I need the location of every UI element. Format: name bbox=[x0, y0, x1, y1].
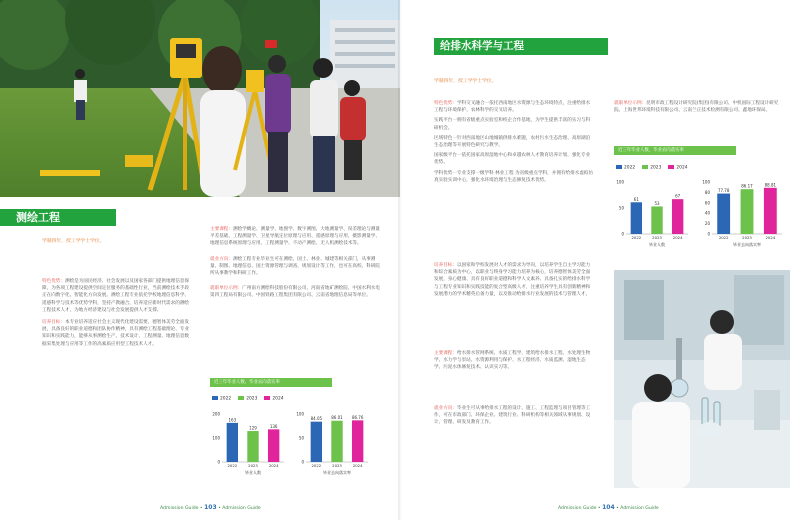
right-course-text: 给水排水管网系统、水质工程学、建筑给水排水工程、水处理生物学、水力学与泵站、水资源利用与保护、水工程经济、水质监测、湿地生态学、污泥水体修复技术、认识实习等。 bbox=[434, 351, 591, 371]
data-label: 88.81 bbox=[764, 182, 777, 188]
bar bbox=[331, 421, 342, 462]
left-employer-label: 就职单位示例： bbox=[210, 286, 243, 292]
y-tick-label: 100 bbox=[702, 179, 710, 185]
data-label: 53 bbox=[654, 200, 660, 206]
x-tick-label: 2024 bbox=[352, 463, 363, 468]
bar bbox=[352, 420, 363, 462]
x-tick-label: 2024 bbox=[672, 235, 683, 240]
y-tick-label: 50 bbox=[618, 205, 624, 211]
left-feature-text: 测绘是为国民经济、社会发展以及国家各部门提供地理信息保障，为各项工程建设提供空间定位服务的基础性行业，当前测绘技术手段正在向数字化、智能化方向发展。测绘工程专业依托学校地理信息科学、遥感科学与技术等优势学科，坚持产教融合，培养适应新时代需求的测绘工程技术人才，为地方经济建设与社会发展提供人才支撑。 bbox=[42, 279, 190, 313]
page-gutter bbox=[398, 0, 402, 520]
data-label: 67 bbox=[675, 193, 681, 199]
left-goal-label: 培养目标： bbox=[42, 320, 65, 326]
legend-item-2022: 2022 bbox=[212, 396, 231, 402]
data-label: 86.17 bbox=[741, 183, 753, 189]
x-tick-label: 2022 bbox=[311, 463, 322, 468]
data-label: 86.01 bbox=[331, 415, 343, 421]
lab-photo bbox=[614, 270, 790, 488]
right-feature-p4: 国家级平台一依托国家高原湿地中心和卓越农林人才教育培养计划，强化专业优势。 bbox=[434, 153, 591, 166]
data-label: 129 bbox=[249, 425, 257, 431]
right-employer-text: 昆明市政工程设计研究院(集团)有限公司、中机国际工程设计研究院、上海世邦环境科技有限公司、云南兰正技术检测有限公司、鑫地环保局。 bbox=[614, 101, 779, 114]
right-course-label: 主要课程： bbox=[434, 351, 457, 356]
right-goal-text: 以国家和学校发展对人才的需求为导向，以培养学生自主学习能力和综合素质为中心，以职业与终身学习能力培养为核心，培养德智体美劳全面发展，身心健康、具有良好职业道德和科学人文素养、具备扎实的给排水科学与工程专业知识和实践技能的复合型高级人才，注重培养学生具有创新精神和发展潜力的学术精英后备力量，以及推动给排水行业发展的技术与管理人才。 bbox=[434, 263, 591, 297]
right-feature-p2: 实践平台一拥有省级重点实验室和校企合作基地，为学生提供丰富的实习与科研机会。 bbox=[434, 118, 591, 131]
right-career-label: 就业方向： bbox=[434, 406, 457, 411]
right-chart-header: 近三年毕业人数、毕业去向落实率 bbox=[614, 146, 736, 155]
right-goal bbox=[434, 262, 594, 301]
left-employer-text: 广州南方测绘科技股份有限公司、河南省地矿测绘院、中国水利水电第四工程局有限公司、中国铁路工程集团有限公司、云南省地理信息局等单位。 bbox=[210, 286, 380, 299]
left-course-label: 主要课程： bbox=[210, 227, 233, 232]
y-tick-label: 0 bbox=[621, 231, 624, 237]
data-label: 61 bbox=[633, 196, 639, 202]
x-axis-label: 毕业去向落实率 bbox=[733, 242, 761, 247]
left-chart-employment-rate bbox=[290, 408, 372, 480]
x-tick-label: 2023 bbox=[652, 235, 662, 240]
x-axis-label: 毕业人数 bbox=[649, 242, 665, 247]
right-feature-p5: 学科优势一专业支撑一级学科 林业工程 为省级重点学科，并拥有给排水虚拟仿真实验实训中心，强化水环境治理与生态修复技术优势。 bbox=[434, 170, 594, 183]
data-label: 86.76 bbox=[351, 414, 364, 420]
left-feature-label: 特色优势： bbox=[42, 279, 65, 284]
y-tick-label: 20 bbox=[704, 221, 710, 227]
x-axis-label: 毕业去向落实率 bbox=[323, 470, 351, 475]
bar bbox=[651, 206, 662, 234]
left-subtitle: 学制四年，授工学学士学位。 bbox=[42, 239, 105, 244]
right-goal-label: 培养目标： bbox=[434, 263, 457, 268]
left-chart-header: 近三年毕业人数、毕业去向落实率 bbox=[210, 378, 332, 387]
right-career-text: 毕业生可从事给排水工程的设计、施工、工程监理与项目管理等工作，可在市政部门、环保企业、建筑行业、科研机构等相关领域从事规划、设计、管理、研发及教育工作。 bbox=[434, 406, 591, 426]
left-column-2 bbox=[210, 226, 382, 303]
right-subtitle: 学制四年，授工学学士学位。 bbox=[434, 79, 497, 84]
y-tick-label: 40 bbox=[704, 210, 710, 216]
right-career bbox=[434, 405, 594, 430]
x-axis-label: 毕业人数 bbox=[245, 470, 261, 475]
left-course-text: 测绘学概论、测量学、地图学、数字测图、大地测量学、误差理论与测量平差基础、工程测量学、卫星导航定位原理与应用、遥感原理与应用、摄影测量学、地理信息系统原理与应用、工程测量学、不动产测绘、无人机测绘技术等。 bbox=[210, 227, 380, 247]
right-feature-label: 特色优势： bbox=[434, 101, 457, 106]
y-tick-label: 0 bbox=[707, 231, 710, 237]
bar bbox=[311, 422, 322, 462]
x-tick-label: 2023 bbox=[332, 463, 342, 468]
right-page bbox=[400, 0, 800, 520]
surveying-photo bbox=[0, 0, 400, 197]
legend-item-2023: 2023 bbox=[238, 396, 257, 402]
right-feature-text: 学科交叉融合一依托西南地区水资源与生态环境特点，注重给排水工程与环境保护、农林科学的交叉培养。 bbox=[434, 101, 591, 114]
data-label: 136 bbox=[269, 423, 278, 429]
bar bbox=[672, 199, 683, 234]
y-tick-label: 60 bbox=[704, 200, 710, 206]
right-column-1 bbox=[434, 100, 594, 187]
legend-item-2024: 2024 bbox=[668, 165, 687, 171]
y-tick-label: 100 bbox=[212, 435, 220, 441]
legend-item-2024: 2024 bbox=[264, 396, 283, 402]
right-employer-label: 就职单位示例： bbox=[614, 101, 647, 106]
left-career-text: 测绘工程专业毕业生可在测绘、国土、林业、城建等相关部门，从事测量、制图、地理信息、国土资源管理与调查、规划设计等工作，也可在高校、科研院所从事教学和科研工作。 bbox=[210, 256, 380, 277]
data-label: 77.78 bbox=[717, 188, 730, 194]
left-footer: Admission Guide • 103 • Admission Guide bbox=[160, 504, 261, 511]
legend-item-2023: 2023 bbox=[642, 165, 661, 171]
right-chart-legend bbox=[616, 165, 688, 171]
x-tick-label: 2023 bbox=[248, 463, 258, 468]
bar bbox=[247, 431, 258, 462]
y-tick-label: 0 bbox=[301, 459, 304, 465]
left-page-number: 103 bbox=[204, 504, 217, 511]
x-tick-label: 2022 bbox=[631, 235, 642, 240]
x-tick-label: 2022 bbox=[718, 235, 729, 240]
y-tick-label: 100 bbox=[616, 179, 624, 185]
bar bbox=[741, 189, 754, 234]
right-course bbox=[434, 350, 594, 375]
x-tick-label: 2024 bbox=[765, 235, 776, 240]
y-tick-label: 200 bbox=[212, 411, 220, 417]
data-label: 163 bbox=[228, 417, 237, 423]
right-footer: Admission Guide • 104 • Admission Guide bbox=[558, 504, 659, 511]
bar bbox=[227, 423, 238, 462]
x-tick-label: 2023 bbox=[742, 235, 752, 240]
right-section-title: 给排水科学与工程 bbox=[434, 38, 608, 55]
right-page-number: 104 bbox=[602, 504, 615, 511]
right-employer bbox=[614, 100, 786, 117]
right-feature-p3: 区域特色一针对西南地区山地城镇供排水难题，农村污水生态治理、高原湖泊生态治理等开展特色研究与教学。 bbox=[434, 135, 591, 149]
bar bbox=[631, 202, 642, 234]
left-chart-legend bbox=[212, 396, 284, 402]
y-tick-label: 100 bbox=[296, 411, 304, 417]
legend-item-2022: 2022 bbox=[616, 165, 635, 171]
left-chart-graduates bbox=[206, 408, 288, 480]
left-goal-text: 本专业培养适应社会主义现代化建设需要，德智体美劳全面发展，具备良好的职业道德和团队协作精神，具有测绘工程基础理论、专业知识和实践能力，能够从事测绘生产、技术设计、工程测量、地理信息数据采集处理与应用等工作的高素质应用型工程技术人才。 bbox=[42, 320, 190, 347]
x-tick-label: 2024 bbox=[268, 463, 279, 468]
y-tick-label: 50 bbox=[298, 435, 304, 441]
x-tick-label: 2022 bbox=[227, 463, 238, 468]
left-career-label: 就业方向： bbox=[210, 256, 233, 262]
right-chart-employment-rate bbox=[696, 176, 786, 252]
left-column-1 bbox=[42, 278, 190, 351]
y-tick-label: 80 bbox=[704, 189, 710, 195]
bar bbox=[268, 429, 279, 462]
bar bbox=[717, 194, 730, 234]
right-chart-graduates bbox=[610, 176, 692, 252]
data-label: 84.05 bbox=[310, 416, 323, 422]
left-section-title: 测绘工程 bbox=[0, 209, 116, 226]
bar bbox=[764, 188, 777, 234]
y-tick-label: 0 bbox=[217, 459, 220, 465]
